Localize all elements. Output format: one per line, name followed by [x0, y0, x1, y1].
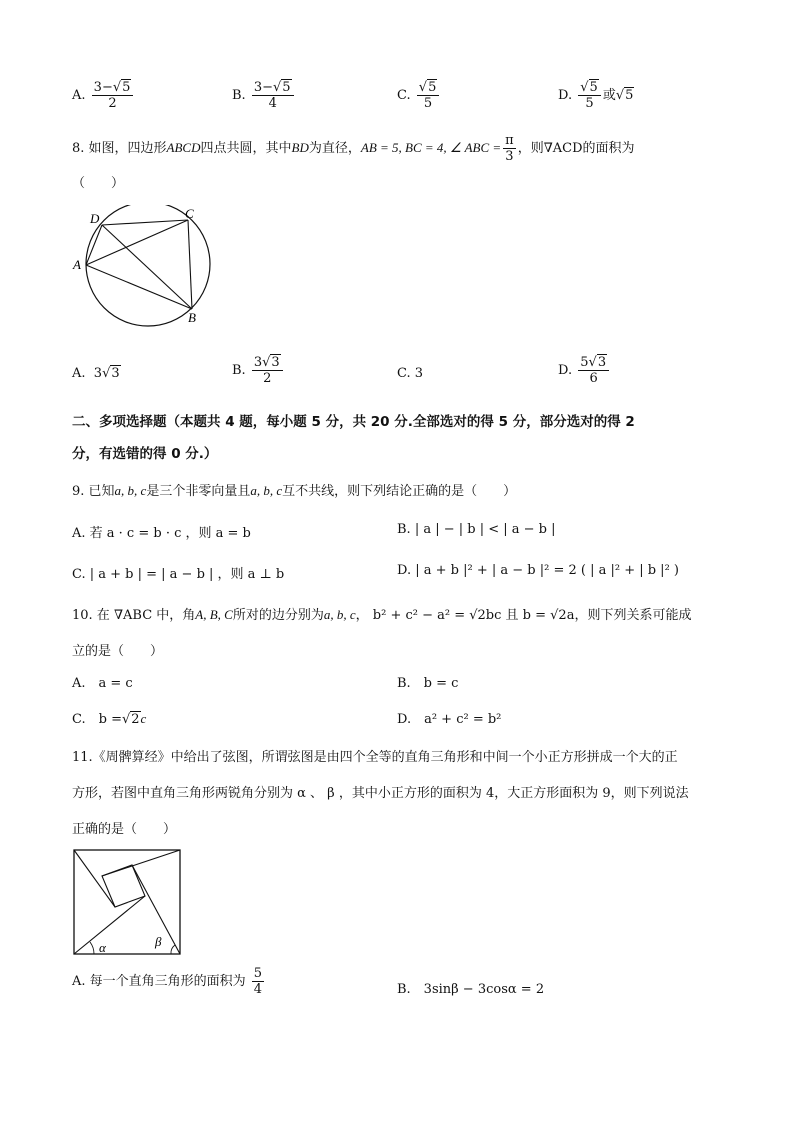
q7-option-c: C. $\frac{√5}{5}$ [397, 80, 441, 111]
q8-option-c: C. 3 [397, 366, 424, 381]
q8-circle-figure [70, 205, 220, 330]
alpha-arc [90, 942, 94, 954]
q9-option-b: B. | a | − | b | < | a − b | [397, 522, 556, 537]
beta-label: β [155, 934, 162, 949]
q9-option-a: A. 若 a · c = b · c ，则 a = b [72, 526, 251, 541]
q7-option-d: D. $\frac{√5}{5}$ 或√5 [558, 80, 634, 111]
q11-option-a: A. 每一个直角三角形的面积为 $\frac{5}{4}$ [72, 966, 263, 997]
q11-stem-line2: 方形，若图中直角三角形两锐角分别为 α 、 β ，其中小正方形的面积为 4，大正方形面积为 9，则下列说法 [72, 786, 689, 801]
q8-stem: 8. 如图，四边形ABCD四点共圆，其中BD为直径，AB = 5, BC = 4, ∠ ABC = $\frac{\pi}{3}$ ，则∇ACD的面积为 [72, 133, 635, 164]
q10-option-a: A. a = c [72, 676, 133, 691]
triangle-edge-3 [102, 850, 180, 876]
alpha-label: α [99, 940, 106, 955]
big-square [74, 850, 180, 954]
section2-heading-line1: 二、多项选择题（本题共 4 题，每小题 5 分，共 20 分.全部选对的得 5 分，部分选对的得 2 [72, 414, 635, 430]
q10-stem-line1: 10. 在 ∇ABC 中，角A, B, C所对的边分别为a, b, c， b² + c² − a² = √2bc 且 b = √2a，则下列关系可能成 [72, 607, 692, 623]
segment-dc [102, 220, 188, 225]
q10-option-c: C. b =√2c [72, 711, 147, 727]
q9-option-d: D. | a + b |² + | a − b |² = 2 ( | a |² + | b |² ) [397, 563, 679, 578]
section2-heading-line2: 分，有选错的得 0 分.） [72, 446, 218, 462]
q10-stem-line2: 立的是（ ） [72, 644, 164, 659]
q7-option-a: A. $\frac{3-√5}{2}$ [72, 80, 135, 111]
label-c: C [185, 206, 194, 221]
label-a: A [73, 257, 81, 272]
label-d: D [90, 211, 100, 226]
label-b: B [188, 310, 196, 325]
triangle-edge-4 [74, 850, 115, 907]
beta-arc [171, 945, 175, 954]
segment-cb [188, 220, 192, 309]
q8-option-a: A. 3√3 [72, 366, 120, 381]
q11-stem-line1: 11.《周髀算经》中给出了弦图，所谓弦图是由四个全等的直角三角形和中间一个小正方形拼成一个大的正 [72, 750, 678, 765]
q7-option-b: B. $\frac{3-√5}{4}$ [232, 80, 296, 111]
q10-option-d: D. a² + c² = b² [397, 712, 502, 727]
q8-option-b: B. $\frac{3√3}{2}$ [232, 355, 285, 386]
triangle-edge-1 [74, 896, 145, 954]
q9-option-c: C. | a + b | = | a − b | ，则 a ⊥ b [72, 567, 285, 582]
q11-xian-diagram [72, 848, 184, 958]
q11-stem-line3: 正确的是（ ） [72, 822, 177, 837]
q11-option-b: B. 3sinβ − 3cosα = 2 [397, 982, 545, 997]
q10-option-b: B. b = c [397, 676, 459, 691]
q8-paren: （ ） [72, 176, 125, 191]
q8-option-d: D. $\frac{5√3}{6}$ [558, 355, 611, 386]
segment-ab [86, 265, 192, 309]
q9-stem: 9. 已知a, b, c是三个非零向量且a, b, c互不共线，则下列结论正确的是（ ） [72, 483, 517, 499]
